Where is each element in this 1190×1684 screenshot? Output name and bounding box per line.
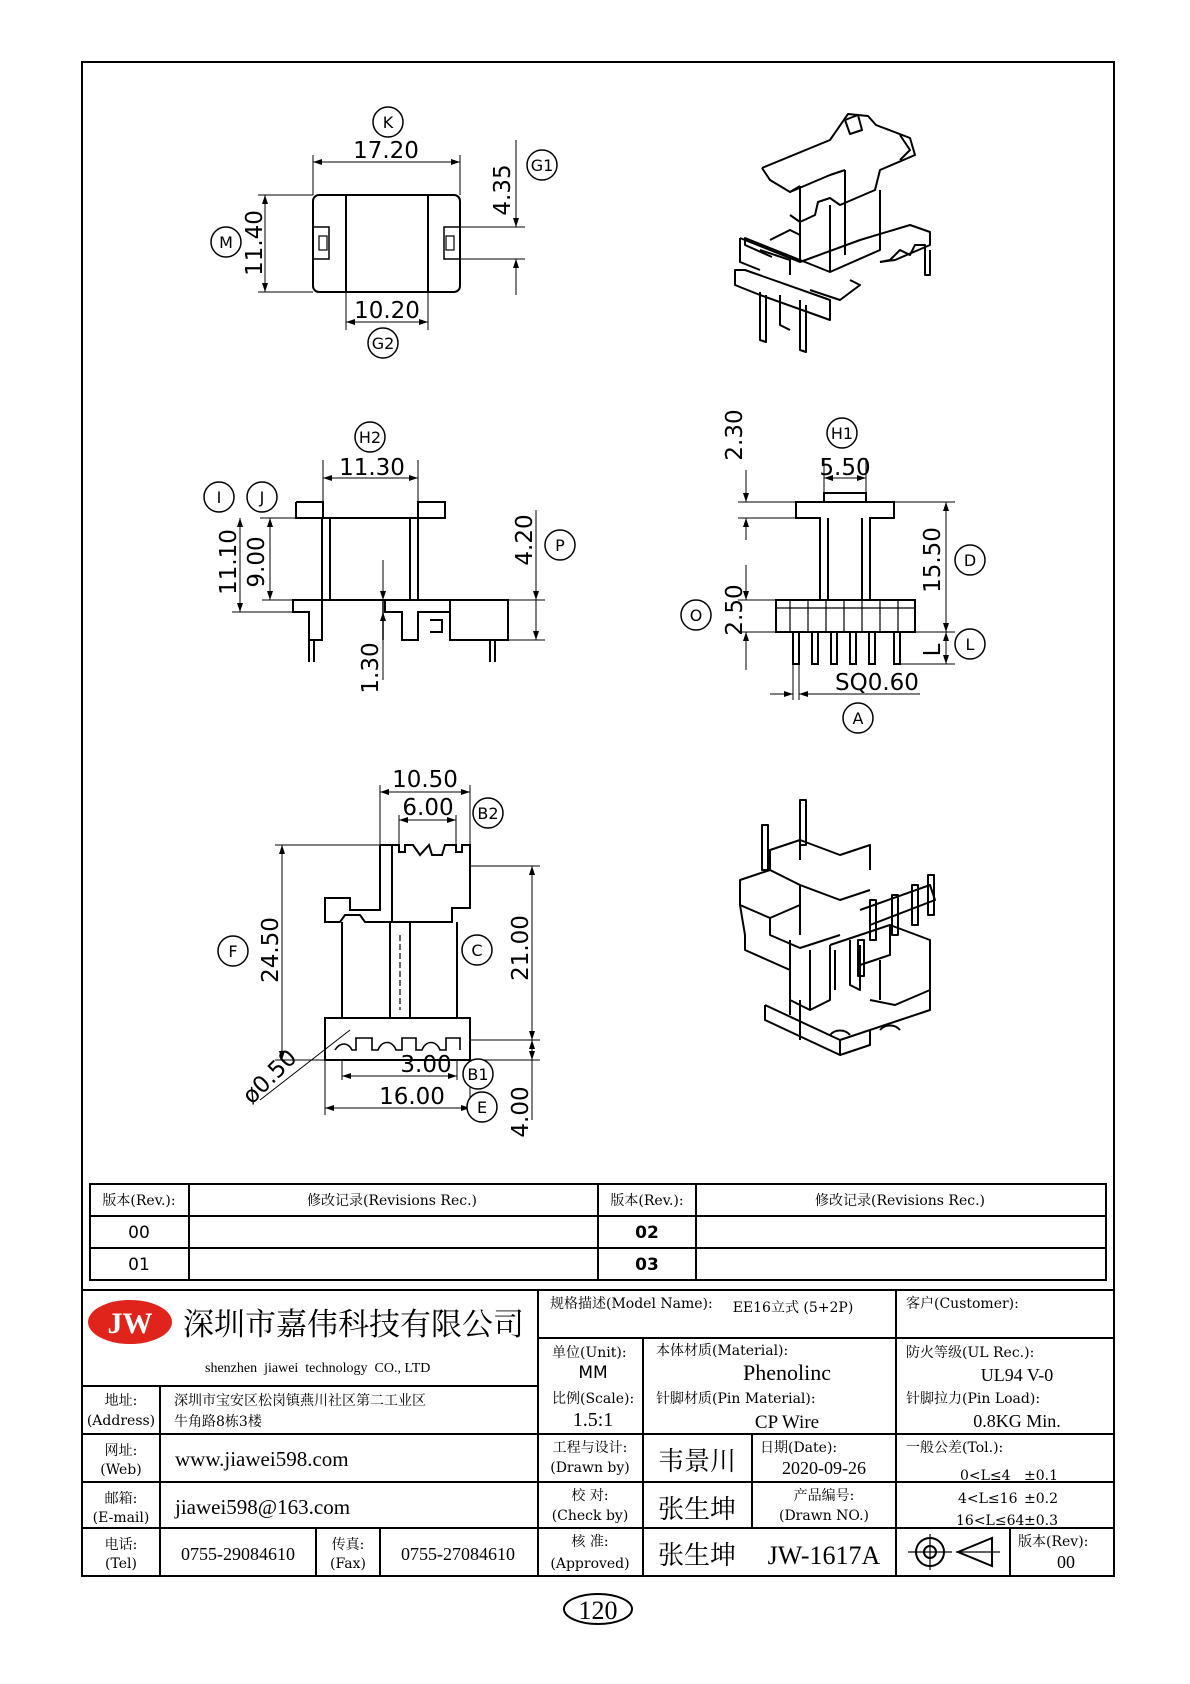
dim-p: 4.20 [512, 514, 538, 566]
pin-load-label: 针脚拉力(Pin Load): [906, 1391, 1041, 1407]
model-label: 规格描述(Model Name): [550, 1296, 713, 1312]
scale-value: 1.5:1 [572, 1409, 614, 1431]
drawn-by: 韦景川 [657, 1447, 737, 1477]
ul-label: 防火等级(UL Rec.): [906, 1345, 1035, 1361]
dim-m: 11.40 [242, 210, 268, 276]
tel-number: 0755-29084610 [181, 1544, 295, 1564]
web-label: 网址: [104, 1443, 138, 1459]
callout-label-m: M [219, 233, 233, 252]
drawing-number: JW-1617A [767, 1541, 881, 1570]
projection-symbol-icon [908, 1534, 1000, 1570]
dim-g2: 10.20 [354, 298, 420, 324]
callout-label-a: A [852, 709, 864, 728]
rev-col-rec-left: 修改记录(Revisions Rec.) [307, 1193, 477, 1209]
scale-label: 比例(Scale): [552, 1391, 635, 1407]
dim-d: 15.50 [920, 527, 946, 593]
address-label: 地址: [104, 1393, 138, 1409]
dim-pin-len: 4.00 [508, 1086, 534, 1138]
dim-pin-dia: ø0.50 [237, 1044, 303, 1110]
unit-label: 单位(Unit): [552, 1345, 627, 1361]
unit-value: MM [578, 1363, 608, 1383]
email-address[interactable]: jiawei598@163.com [175, 1495, 351, 1519]
tol-range-2: 16<L≤64 [956, 1513, 1025, 1529]
rev-col-label-left: 版本(Rev.): [102, 1193, 176, 1209]
callout-label-b2: B2 [477, 804, 499, 823]
callout-label-c: C [471, 941, 483, 960]
rev-value: 00 [1057, 1552, 1075, 1572]
address-line1: 深圳市宝安区松岗镇燕川社区第二工业区 [174, 1393, 426, 1409]
web-url[interactable]: www.jiawei598.com [175, 1447, 349, 1471]
email-label-en: (E-mail) [92, 1510, 150, 1526]
callout-label-b1: B1 [467, 1065, 489, 1084]
bottom-view [325, 845, 470, 1060]
address-line2: 牛角路8栋3楼 [174, 1414, 262, 1430]
rev-col-rec-right: 修改记录(Revisions Rec.) [815, 1193, 985, 1209]
check-by: 张生坤 [657, 1495, 737, 1525]
email-label: 邮箱: [104, 1491, 138, 1507]
web-label-en: (Web) [100, 1462, 142, 1478]
dim-l-text: L [920, 643, 946, 657]
callout-label-p: P [555, 536, 565, 555]
dim-bottom-total: 10.50 [392, 767, 458, 793]
fax-number: 0755-27084610 [401, 1544, 515, 1564]
material-value: Phenolinc [743, 1360, 831, 1385]
logo-text: JW [107, 1307, 153, 1340]
dim-pin: 1.30 [358, 642, 384, 694]
tol-label: 一般公差(Tol.): [906, 1440, 1004, 1456]
page-number: 120 [578, 1596, 618, 1625]
check-label-en: (Check by) [551, 1508, 629, 1524]
dim-e: 16.00 [379, 1084, 445, 1110]
front-view-dims [232, 460, 545, 680]
callout-label-f: F [228, 942, 238, 961]
rev-row-left-0: 00 [128, 1223, 150, 1243]
iso-view-bottom [740, 800, 935, 1055]
callout-label-o: O [689, 606, 703, 625]
dim-o: 2.50 [722, 584, 748, 636]
tol-val-0: ±0.1 [1024, 1468, 1058, 1484]
callout-label-h2: H2 [358, 428, 382, 447]
drawn-no-label-en: (Drawn NO.) [779, 1508, 869, 1524]
callout-label-k: K [382, 113, 394, 132]
tol-range-0: 0<L≤4 [960, 1468, 1011, 1484]
fax-label-en: (Fax) [330, 1556, 366, 1572]
tol-val-1: ±0.2 [1024, 1491, 1058, 1507]
tol-val-2: ±0.3 [1024, 1513, 1058, 1529]
address-label-en: (Address) [86, 1413, 156, 1429]
rev-row-left-1: 01 [128, 1255, 150, 1275]
tel-label: 电话: [104, 1537, 138, 1553]
callout-label-l: L [965, 635, 975, 654]
callout-label-g2: G2 [371, 334, 395, 353]
tel-label-en: (Tel) [105, 1556, 137, 1572]
callout-label-j: J [259, 488, 265, 507]
callout-label-d: D [963, 551, 977, 570]
tol-range-1: 4<L≤16 [958, 1491, 1018, 1507]
iso-view-top [735, 114, 930, 352]
top-view [313, 195, 460, 292]
model-value: EE16立式 (5+2P) [732, 1300, 854, 1316]
callout-label-h1: H1 [830, 424, 854, 443]
approved-label: 核 准: [571, 1534, 609, 1550]
material-label: 本体材质(Material): [656, 1343, 789, 1359]
fax-label: 传真: [331, 1537, 365, 1553]
drawn-no-label: 产品编号: [793, 1488, 855, 1504]
front-view [293, 502, 508, 662]
dim-i: 11.10 [216, 529, 242, 595]
callout-label-g1: G1 [530, 156, 554, 175]
date-value: 2020-09-26 [782, 1458, 866, 1478]
customer-label: 客户(Customer): [906, 1296, 1019, 1312]
check-label: 校 对: [571, 1488, 609, 1504]
dim-a: SQ0.60 [835, 670, 919, 696]
dim-j: 9.00 [244, 536, 270, 588]
approved-by: 张生坤 [657, 1541, 737, 1571]
callout-label-i: I [216, 488, 222, 507]
side-view [776, 493, 915, 664]
drawn-label: 工程与设计: [552, 1440, 628, 1456]
dim-b1: 3.00 [400, 1052, 452, 1078]
rev-row-right-0: 02 [635, 1223, 659, 1243]
dim-c: 21.00 [508, 915, 534, 981]
dim-h2: 11.30 [339, 455, 405, 481]
dim-h1: 5.50 [819, 455, 871, 481]
dim-f: 24.50 [258, 917, 284, 983]
company-name-cn: 深圳市嘉伟科技有限公司 [183, 1307, 524, 1342]
drawn-label-en: (Drawn by) [550, 1460, 630, 1476]
dim-k: 17.20 [353, 138, 419, 164]
rev-col-label-right: 版本(Rev.): [610, 1193, 684, 1209]
pin-load-value: 0.8KG Min. [973, 1411, 1061, 1431]
pin-material-value: CP Wire [754, 1412, 820, 1433]
company-name-en: shenzhen jiawei technology CO., LTD [205, 1361, 431, 1376]
rev-label: 版本(Rev): [1018, 1534, 1089, 1550]
dim-h1-top: 2.30 [722, 409, 748, 461]
dim-g1: 4.35 [490, 164, 516, 216]
approved-label-en: (Approved) [550, 1556, 630, 1572]
company-logo [88, 1300, 172, 1344]
dim-b2: 6.00 [402, 795, 454, 821]
ul-value: UL94 V-0 [980, 1365, 1054, 1385]
callout-label-e: E [476, 1098, 488, 1117]
rev-row-right-1: 03 [635, 1255, 659, 1275]
date-label: 日期(Date): [760, 1440, 838, 1456]
pin-material-label: 针脚材质(Pin Material): [656, 1391, 816, 1407]
